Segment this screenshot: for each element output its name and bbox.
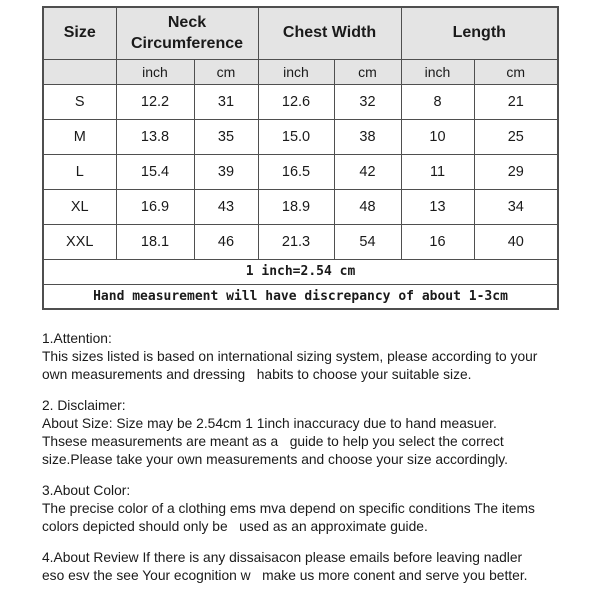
header-chest-width: Chest Width <box>258 7 401 59</box>
note-line: colors depicted should only be used as an approximate guide. <box>42 519 428 534</box>
value-cell: 48 <box>334 189 401 224</box>
value-cell: 13.8 <box>116 119 194 154</box>
size-cell: S <box>43 84 116 119</box>
value-cell: 43 <box>194 189 258 224</box>
header-size: Size <box>43 7 116 59</box>
table-row <box>43 189 558 224</box>
value-cell: 16 <box>401 224 474 259</box>
value-cell: 29 <box>474 154 558 189</box>
unit-cell: cm <box>334 59 401 84</box>
value-cell: 21.3 <box>258 224 334 259</box>
value-cell: 10 <box>401 119 474 154</box>
value-cell: 13 <box>401 189 474 224</box>
note-line: 2. Disclaimer: <box>42 398 126 413</box>
size-cell: M <box>43 119 116 154</box>
note-line: 1.Attention: <box>42 331 112 346</box>
value-cell: 42 <box>334 154 401 189</box>
header-neck-circumference: Neck Circumference <box>116 7 258 59</box>
table-row <box>43 84 558 119</box>
unit-cell: cm <box>474 59 558 84</box>
measurement-note-row <box>43 284 558 309</box>
value-cell: 12.6 <box>258 84 334 119</box>
note-paragraph <box>42 482 587 536</box>
unit-cell: inch <box>116 59 194 84</box>
note-paragraph <box>42 397 587 469</box>
table-units-row <box>43 59 558 84</box>
value-cell: 35 <box>194 119 258 154</box>
table-row <box>43 119 558 154</box>
units-empty-cell <box>43 59 116 84</box>
value-cell: 40 <box>474 224 558 259</box>
table-header-row <box>43 7 558 59</box>
unit-cell: inch <box>258 59 334 84</box>
value-cell: 15.0 <box>258 119 334 154</box>
value-cell: 16.9 <box>116 189 194 224</box>
header-length: Length <box>401 7 558 59</box>
value-cell: 18.9 <box>258 189 334 224</box>
note-line: Thsese measurements are meant as a guide to help you select the correct <box>42 434 504 449</box>
note-line: This sizes listed is based on international sizing system, please according to your <box>42 349 538 364</box>
value-cell: 11 <box>401 154 474 189</box>
note-line: size.Please take your own measurements and choose your size accordingly. <box>42 452 509 467</box>
size-cell: XXL <box>43 224 116 259</box>
unit-cell: inch <box>401 59 474 84</box>
value-cell: 21 <box>474 84 558 119</box>
value-cell: 18.1 <box>116 224 194 259</box>
value-cell: 38 <box>334 119 401 154</box>
value-cell: 31 <box>194 84 258 119</box>
value-cell: 39 <box>194 154 258 189</box>
conversion-note-row <box>43 259 558 284</box>
value-cell: 12.2 <box>116 84 194 119</box>
value-cell: 46 <box>194 224 258 259</box>
value-cell: 25 <box>474 119 558 154</box>
value-cell: 32 <box>334 84 401 119</box>
size-chart-table <box>42 6 559 310</box>
value-cell: 16.5 <box>258 154 334 189</box>
measurement-note: Hand measurement will have discrepancy of about 1-3cm <box>43 284 558 309</box>
size-cell: XL <box>43 189 116 224</box>
note-line: The precise color of a clothing ems mva depend on specific conditions The items <box>42 501 535 516</box>
size-cell: L <box>43 154 116 189</box>
value-cell: 54 <box>334 224 401 259</box>
notes-section <box>42 330 587 598</box>
note-line: About Size: Size may be 2.54cm 1 1inch inaccuracy due to hand measuer. <box>42 416 497 431</box>
note-line: own measurements and dressing habits to choose your suitable size. <box>42 367 472 382</box>
value-cell: 34 <box>474 189 558 224</box>
unit-cell: cm <box>194 59 258 84</box>
note-paragraph <box>42 549 587 585</box>
conversion-note: 1 inch=2.54 cm <box>43 259 558 284</box>
value-cell: 8 <box>401 84 474 119</box>
note-line: 3.About Color: <box>42 483 131 498</box>
note-paragraph <box>42 330 587 384</box>
note-line: 4.About Review If there is any dissaisacon please emails before leaving nadler <box>42 550 523 565</box>
table-row <box>43 224 558 259</box>
note-line: eso esv the see Your ecognition w make us more conent and serve you better. <box>42 568 528 583</box>
value-cell: 15.4 <box>116 154 194 189</box>
table-body <box>43 84 558 259</box>
table-row <box>43 154 558 189</box>
